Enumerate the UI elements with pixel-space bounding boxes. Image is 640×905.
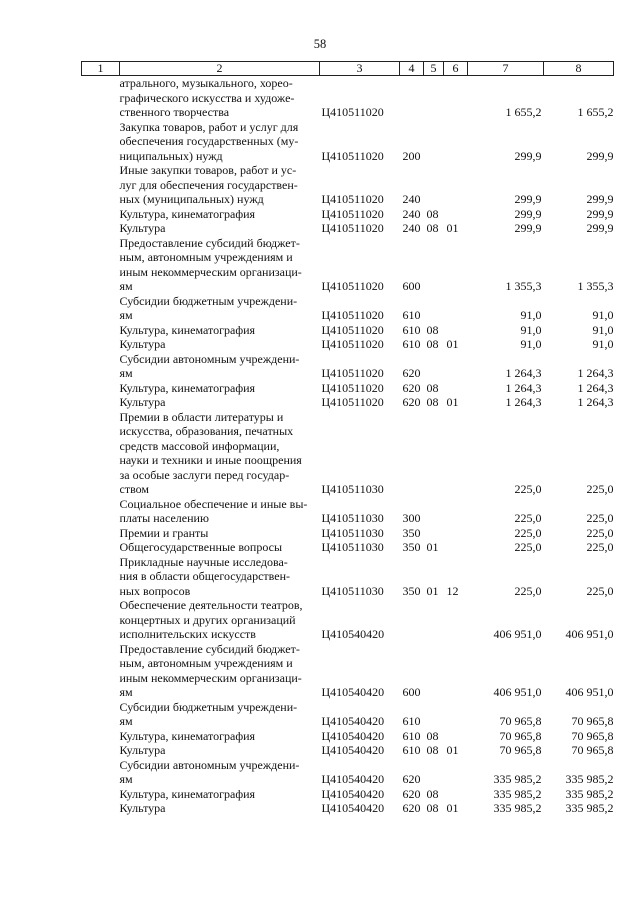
table-row bbox=[82, 294, 614, 323]
cell-expense-type: 300 bbox=[402, 511, 421, 525]
table-body bbox=[82, 76, 614, 816]
cell-name-line: Культура bbox=[119, 337, 166, 351]
cell-name-line: атрального, музыкального, хорео- bbox=[119, 76, 293, 90]
cell-section: 08 bbox=[426, 743, 439, 757]
cell-subsection bbox=[444, 700, 468, 729]
cell-name-line: ям bbox=[119, 366, 133, 380]
cell-subsection bbox=[444, 526, 468, 541]
cell-expense-type bbox=[400, 410, 424, 497]
cell-col-1 bbox=[82, 163, 120, 207]
cell-amount-col-8: 225,0 bbox=[586, 583, 614, 598]
cell-name-line: Культура, кинематография bbox=[119, 728, 256, 743]
cell-name bbox=[120, 497, 320, 526]
cell-section bbox=[424, 236, 444, 294]
cell-target-code: Ц410511030 bbox=[321, 583, 384, 598]
cell-amount-col-7: 225,0 bbox=[514, 540, 542, 554]
cell-amount-col-7: 299,9 bbox=[514, 221, 542, 235]
cell-col-1 bbox=[82, 729, 120, 744]
budget-table-grid bbox=[81, 61, 614, 816]
cell-subsection: 01 bbox=[446, 801, 459, 815]
cell-amount-col-7: 406 951,0 bbox=[493, 685, 542, 699]
table-row bbox=[82, 526, 614, 541]
cell-col-1 bbox=[82, 758, 120, 787]
cell-amount-col-8: 299,9 bbox=[586, 192, 614, 206]
table-row bbox=[82, 410, 614, 497]
cell-expense-type: 620 bbox=[402, 786, 421, 801]
cell-section: 08 bbox=[426, 322, 439, 337]
cell-name-line: Культура bbox=[119, 743, 166, 757]
cell-name bbox=[120, 642, 320, 700]
cell-name-line: Предоставление субсидий бюджет- bbox=[119, 641, 300, 656]
cell-section bbox=[424, 700, 444, 729]
cell-target-code: Ц410540420 bbox=[321, 728, 385, 743]
cell-name-line: иным некоммерческим организаци- bbox=[119, 264, 302, 279]
cell-target-code: Ц410511020 bbox=[321, 192, 384, 206]
cell-amount-col-8: 225,0 bbox=[586, 525, 614, 540]
header-col-7: 7 bbox=[468, 62, 544, 76]
table-row bbox=[82, 221, 614, 236]
cell-name-line: ством bbox=[119, 482, 150, 496]
cell-target-code: Ц410511020 bbox=[321, 395, 384, 409]
cell-amount-col-7: 299,9 bbox=[514, 206, 542, 221]
cell-target-code: Ц410540420 bbox=[321, 685, 385, 699]
header-col-1: 1 bbox=[82, 62, 120, 76]
cell-expense-type: 610 bbox=[402, 308, 421, 322]
cell-section bbox=[424, 526, 444, 541]
cell-amount-col-8: 225,0 bbox=[586, 511, 614, 525]
cell-section: 08 bbox=[426, 786, 439, 801]
cell-name-line: Социальное обеспечение и иные вы- bbox=[119, 496, 308, 511]
cell-amount-col-7: 70 965,8 bbox=[499, 743, 542, 757]
cell-expense-type: 350 bbox=[402, 525, 421, 540]
cell-expense-type: 350 bbox=[402, 540, 421, 554]
cell-name-line: Субсидии бюджетным учреждени- bbox=[119, 699, 298, 714]
cell-amount-col-8: 1 264,3 bbox=[577, 395, 614, 409]
cell-amount-col-8: 335 985,2 bbox=[565, 772, 614, 786]
table-row bbox=[82, 207, 614, 222]
cell-name-line: иным некоммерческим организаци- bbox=[119, 670, 302, 685]
table-row bbox=[82, 540, 614, 555]
cell-amount-col-7: 1 264,3 bbox=[505, 366, 542, 380]
cell-subsection: 12 bbox=[446, 583, 459, 598]
cell-name bbox=[120, 540, 320, 555]
cell-col-1 bbox=[82, 642, 120, 700]
budget-table bbox=[81, 61, 613, 816]
cell-name bbox=[120, 787, 320, 802]
cell-name-line: ным, автономным учреждениям и bbox=[119, 656, 293, 670]
cell-subsection bbox=[444, 598, 468, 642]
cell-name bbox=[120, 323, 320, 338]
cell-name-line: исполнительских искусств bbox=[119, 627, 256, 641]
cell-expense-type: 620 bbox=[402, 772, 421, 786]
header-col-3: 3 bbox=[320, 62, 400, 76]
cell-col-1 bbox=[82, 337, 120, 352]
table-row bbox=[82, 787, 614, 802]
cell-target-code: Ц410511020 bbox=[321, 380, 384, 395]
cell-name-line: луг для обеспечения государствен- bbox=[119, 177, 298, 192]
cell-section bbox=[424, 120, 444, 164]
cell-col-1 bbox=[82, 323, 120, 338]
cell-expense-type: 620 bbox=[402, 801, 421, 815]
cell-subsection bbox=[444, 381, 468, 396]
cell-name-line: Субсидии автономным учреждени- bbox=[119, 757, 300, 772]
cell-col-1 bbox=[82, 801, 120, 816]
cell-name-line: графического искусства и художе- bbox=[119, 90, 295, 105]
cell-name-line: Субсидии бюджетным учреждени- bbox=[119, 293, 298, 308]
cell-amount-col-7: 335 985,2 bbox=[493, 801, 542, 815]
table-row bbox=[82, 381, 614, 396]
cell-target-code: Ц410540420 bbox=[321, 786, 385, 801]
cell-amount-col-7: 1 264,3 bbox=[505, 380, 542, 395]
cell-amount-col-7: 1 264,3 bbox=[505, 395, 542, 409]
cell-amount-col-8: 225,0 bbox=[586, 482, 614, 496]
cell-name-line: за особые заслуги перед государ- bbox=[119, 467, 290, 482]
cell-target-code: Ц410540420 bbox=[321, 714, 385, 728]
cell-amount-col-7: 225,0 bbox=[514, 511, 542, 525]
cell-expense-type: 600 bbox=[402, 279, 421, 293]
cell-name bbox=[120, 410, 320, 497]
cell-expense-type: 610 bbox=[402, 322, 421, 337]
table-row bbox=[82, 801, 614, 816]
cell-target-code: Ц410511030 bbox=[321, 540, 384, 554]
cell-subsection bbox=[444, 729, 468, 744]
header-col-8: 8 bbox=[544, 62, 614, 76]
cell-name bbox=[120, 700, 320, 729]
cell-expense-type: 610 bbox=[402, 743, 421, 757]
cell-amount-col-8: 335 985,2 bbox=[565, 786, 614, 801]
cell-expense-type bbox=[400, 598, 424, 642]
cell-name-line: Общегосударственные вопросы bbox=[119, 540, 283, 554]
header-col-4: 4 bbox=[400, 62, 424, 76]
cell-amount-col-7: 225,0 bbox=[514, 583, 542, 598]
cell-name-line: Культура, кинематография bbox=[119, 206, 256, 221]
cell-section bbox=[424, 294, 444, 323]
cell-col-1 bbox=[82, 787, 120, 802]
cell-name-line: ям bbox=[119, 685, 133, 699]
cell-expense-type: 620 bbox=[402, 380, 421, 395]
cell-subsection bbox=[444, 540, 468, 555]
table-row bbox=[82, 323, 614, 338]
table-row bbox=[82, 120, 614, 164]
cell-name-line: ям bbox=[119, 714, 133, 728]
cell-amount-col-7: 406 951,0 bbox=[493, 627, 542, 641]
table-row bbox=[82, 743, 614, 758]
cell-target-code: Ц410511020 bbox=[321, 221, 384, 235]
cell-section bbox=[424, 76, 444, 120]
cell-target-code: Ц410511020 bbox=[321, 206, 384, 221]
cell-name bbox=[120, 76, 320, 120]
cell-name-line: концертных и других организаций bbox=[119, 612, 296, 627]
cell-amount-col-8: 1 655,2 bbox=[577, 105, 614, 119]
cell-target-code: Ц410540420 bbox=[321, 772, 385, 786]
cell-name-line: ным, автономным учреждениям и bbox=[119, 250, 293, 264]
cell-name-line: ных (муниципальных) нужд bbox=[119, 192, 264, 206]
cell-subsection bbox=[444, 497, 468, 526]
cell-amount-col-8: 70 965,8 bbox=[571, 728, 614, 743]
table-row bbox=[82, 76, 614, 120]
cell-target-code: Ц410511020 bbox=[321, 366, 384, 380]
cell-expense-type: 240 bbox=[402, 192, 421, 206]
cell-name-line: ям bbox=[119, 279, 133, 293]
cell-amount-col-7: 1 355,3 bbox=[505, 279, 542, 293]
cell-col-1 bbox=[82, 294, 120, 323]
cell-col-1 bbox=[82, 352, 120, 381]
cell-target-code: Ц410540420 bbox=[321, 627, 385, 641]
cell-subsection bbox=[444, 323, 468, 338]
cell-col-1 bbox=[82, 76, 120, 120]
cell-amount-col-7: 225,0 bbox=[514, 482, 542, 496]
cell-name bbox=[120, 352, 320, 381]
cell-target-code: Ц410511030 bbox=[321, 482, 384, 496]
cell-section: 01 bbox=[426, 583, 439, 598]
cell-expense-type: 240 bbox=[402, 221, 421, 235]
cell-col-1 bbox=[82, 236, 120, 294]
table-row bbox=[82, 598, 614, 642]
cell-subsection bbox=[444, 758, 468, 787]
table-row bbox=[82, 236, 614, 294]
cell-name bbox=[120, 555, 320, 599]
cell-amount-col-7: 91,0 bbox=[520, 322, 542, 337]
cell-name bbox=[120, 337, 320, 352]
cell-amount-col-8: 1 264,3 bbox=[577, 380, 614, 395]
cell-name-line: Закупка товаров, работ и услуг для bbox=[119, 119, 299, 134]
cell-amount-col-8: 299,9 bbox=[586, 148, 614, 163]
page-number: 58 bbox=[313, 37, 327, 51]
table-row bbox=[82, 729, 614, 744]
cell-subsection: 01 bbox=[446, 743, 459, 757]
cell-name-line: ям bbox=[119, 308, 133, 322]
cell-name-line: искусства, образования, печатных bbox=[119, 424, 294, 438]
header-row bbox=[82, 62, 614, 76]
cell-subsection bbox=[444, 207, 468, 222]
cell-section bbox=[424, 758, 444, 787]
cell-expense-type bbox=[400, 76, 424, 120]
cell-section bbox=[424, 352, 444, 381]
cell-name-line: ственного творчества bbox=[119, 105, 230, 119]
cell-target-code: Ц410511020 bbox=[321, 105, 384, 119]
cell-col-1 bbox=[82, 410, 120, 497]
cell-name-line: Культура, кинематография bbox=[119, 380, 256, 395]
table-row bbox=[82, 700, 614, 729]
cell-subsection bbox=[444, 236, 468, 294]
cell-subsection: 01 bbox=[446, 337, 459, 351]
cell-amount-col-7: 70 965,8 bbox=[499, 714, 542, 728]
cell-target-code: Ц410511020 bbox=[321, 322, 384, 337]
cell-section: 08 bbox=[426, 395, 439, 409]
cell-section: 01 bbox=[426, 540, 439, 554]
cell-col-1 bbox=[82, 207, 120, 222]
cell-name bbox=[120, 526, 320, 541]
cell-amount-col-7: 91,0 bbox=[520, 337, 542, 351]
table-row bbox=[82, 395, 614, 410]
cell-name bbox=[120, 120, 320, 164]
cell-expense-type: 620 bbox=[402, 366, 421, 380]
cell-name bbox=[120, 294, 320, 323]
cell-section bbox=[424, 497, 444, 526]
cell-section: 08 bbox=[426, 801, 439, 815]
cell-name bbox=[120, 207, 320, 222]
cell-section bbox=[424, 410, 444, 497]
cell-name-line: Субсидии автономным учреждени- bbox=[119, 351, 300, 366]
cell-col-1 bbox=[82, 700, 120, 729]
header-col-2: 2 bbox=[120, 62, 320, 76]
cell-amount-col-7: 225,0 bbox=[514, 525, 542, 540]
cell-amount-col-8: 225,0 bbox=[586, 540, 614, 554]
cell-col-1 bbox=[82, 221, 120, 236]
cell-amount-col-7: 91,0 bbox=[520, 308, 542, 322]
cell-name-line: ям bbox=[119, 772, 133, 786]
cell-amount-col-8: 1 355,3 bbox=[577, 279, 614, 293]
cell-amount-col-8: 299,9 bbox=[586, 221, 614, 235]
cell-name-line: Культура bbox=[119, 801, 166, 815]
cell-section: 08 bbox=[426, 728, 439, 743]
cell-target-code: Ц410511020 bbox=[321, 337, 384, 351]
cell-section: 08 bbox=[426, 337, 439, 351]
cell-subsection bbox=[444, 76, 468, 120]
cell-subsection bbox=[444, 352, 468, 381]
cell-amount-col-7: 335 985,2 bbox=[493, 772, 542, 786]
cell-section bbox=[424, 598, 444, 642]
cell-name-line: Премии и гранты bbox=[119, 525, 209, 540]
cell-name-line: ных вопросов bbox=[119, 583, 191, 598]
cell-amount-col-8: 91,0 bbox=[592, 308, 614, 322]
cell-subsection: 01 bbox=[446, 221, 459, 235]
cell-col-1 bbox=[82, 497, 120, 526]
cell-amount-col-7: 1 655,2 bbox=[505, 105, 542, 119]
cell-amount-col-8: 1 264,3 bbox=[577, 366, 614, 380]
cell-expense-type: 610 bbox=[402, 337, 421, 351]
cell-col-1 bbox=[82, 381, 120, 396]
cell-col-1 bbox=[82, 526, 120, 541]
cell-col-1 bbox=[82, 555, 120, 599]
cell-amount-col-8: 70 965,8 bbox=[571, 714, 614, 728]
cell-name bbox=[120, 598, 320, 642]
cell-expense-type: 200 bbox=[402, 148, 421, 163]
cell-expense-type: 240 bbox=[402, 206, 421, 221]
cell-name bbox=[120, 801, 320, 816]
cell-amount-col-7: 299,9 bbox=[514, 148, 542, 163]
cell-subsection bbox=[444, 787, 468, 802]
cell-target-code: Ц410511030 bbox=[321, 525, 384, 540]
cell-subsection bbox=[444, 120, 468, 164]
cell-name bbox=[120, 381, 320, 396]
cell-target-code: Ц410540420 bbox=[321, 743, 385, 757]
cell-section: 08 bbox=[426, 206, 439, 221]
cell-target-code: Ц410540420 bbox=[321, 801, 385, 815]
cell-amount-col-8: 406 951,0 bbox=[565, 627, 614, 641]
cell-name-line: Культура, кинематография bbox=[119, 786, 256, 801]
cell-name-line: средств массовой информации, bbox=[119, 438, 280, 453]
cell-name-line: Культура, кинематография bbox=[119, 322, 256, 337]
cell-expense-type: 350 bbox=[402, 583, 421, 598]
cell-name-line: ниципальных) нужд bbox=[119, 148, 223, 163]
cell-expense-type: 610 bbox=[402, 714, 421, 728]
cell-col-1 bbox=[82, 598, 120, 642]
cell-expense-type: 610 bbox=[402, 728, 421, 743]
table-row bbox=[82, 163, 614, 207]
cell-amount-col-8: 335 985,2 bbox=[565, 801, 614, 815]
cell-name-line: Культура bbox=[119, 221, 166, 235]
cell-subsection: 01 bbox=[446, 395, 459, 409]
cell-name-line: науки и техники и иные поощрения bbox=[119, 453, 302, 467]
cell-amount-col-8: 70 965,8 bbox=[571, 743, 614, 757]
cell-amount-col-8: 406 951,0 bbox=[565, 685, 614, 699]
cell-name bbox=[120, 236, 320, 294]
cell-name-line: платы населению bbox=[119, 511, 209, 525]
table-row bbox=[82, 642, 614, 700]
cell-subsection bbox=[444, 410, 468, 497]
cell-name-line: ния в области общегосударствен- bbox=[119, 569, 290, 583]
cell-target-code: Ц410511030 bbox=[321, 511, 384, 525]
table-row bbox=[82, 337, 614, 352]
cell-target-code: Ц410511020 bbox=[321, 308, 384, 322]
cell-amount-col-8: 91,0 bbox=[592, 337, 614, 351]
cell-section: 08 bbox=[426, 380, 439, 395]
cell-subsection bbox=[444, 163, 468, 207]
cell-name-line: Культура bbox=[119, 395, 166, 409]
table-row bbox=[82, 758, 614, 787]
cell-section bbox=[424, 642, 444, 700]
cell-expense-type: 600 bbox=[402, 685, 421, 699]
cell-name bbox=[120, 758, 320, 787]
cell-amount-col-7: 335 985,2 bbox=[493, 786, 542, 801]
cell-name bbox=[120, 743, 320, 758]
cell-amount-col-7: 299,9 bbox=[514, 192, 542, 206]
cell-name-line: Иные закупки товаров, работ и ус- bbox=[119, 163, 297, 177]
cell-name-line: обеспечения государственных (му- bbox=[119, 134, 299, 148]
cell-col-1 bbox=[82, 540, 120, 555]
cell-amount-col-7: 70 965,8 bbox=[499, 728, 542, 743]
cell-name bbox=[120, 163, 320, 207]
cell-section: 08 bbox=[426, 221, 439, 235]
cell-subsection bbox=[444, 294, 468, 323]
cell-name bbox=[120, 395, 320, 410]
cell-amount-col-8: 299,9 bbox=[586, 206, 614, 221]
cell-col-1 bbox=[82, 120, 120, 164]
cell-section bbox=[424, 163, 444, 207]
table-row bbox=[82, 497, 614, 526]
cell-name bbox=[120, 729, 320, 744]
header-col-5: 5 bbox=[424, 62, 444, 76]
header-col-6: 6 bbox=[444, 62, 468, 76]
cell-name-line: Предоставление субсидий бюджет- bbox=[119, 235, 300, 250]
cell-col-1 bbox=[82, 395, 120, 410]
table-row bbox=[82, 555, 614, 599]
table-row bbox=[82, 352, 614, 381]
cell-name-line: Прикладные научные исследова- bbox=[119, 554, 288, 569]
cell-amount-col-8: 91,0 bbox=[592, 322, 614, 337]
cell-col-1 bbox=[82, 743, 120, 758]
cell-name bbox=[120, 221, 320, 236]
cell-name-line: Премии в области литературы и bbox=[119, 409, 284, 424]
cell-expense-type: 620 bbox=[402, 395, 421, 409]
cell-target-code: Ц410511020 bbox=[321, 279, 384, 293]
cell-target-code: Ц410511020 bbox=[321, 148, 384, 163]
cell-name-line: Обеспечение деятельности театров, bbox=[119, 598, 303, 612]
cell-subsection bbox=[444, 642, 468, 700]
